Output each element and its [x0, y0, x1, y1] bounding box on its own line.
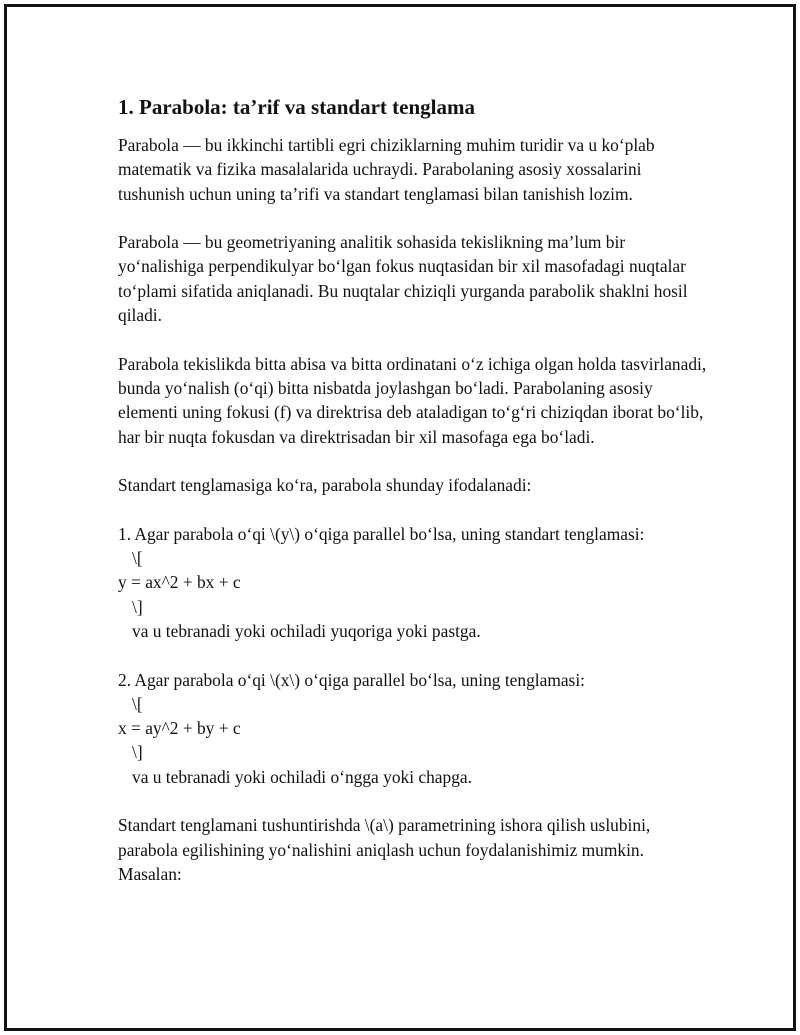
- formula-y: y = ax^2 + bx + c: [118, 572, 241, 593]
- paragraph-elements: Parabola tekislikda bitta abisa va bitta ordinatani o‘z ichiga olgan holda tasvirlanadi, bunda yo‘nalish (o‘qi) bitta nisbatda joylashgan bo‘ladi. Parabolaning asosiy elementi uning fokusi (f) va direktrisa deb ataladigan to‘g‘ri chiziqdan iborat bo‘lib, har bir nuqta fokusdan va direktrisadan bir xil masofaga ega bo‘ladi.: [118, 353, 707, 447]
- math-close-delimiter: \]: [132, 742, 143, 763]
- paragraph-intro: Parabola — bu ikkinchi tartibli egri chiziklarning muhim turidir va u ko‘plab matematik va fizika masalalarida uchraydi. Parabolaning asosiy xossalarini tushunish uchun uning ta’rifi va standart tenglamasi bilan tanishish lozim.: [118, 135, 655, 204]
- formula-x: x = ay^2 + by + c: [118, 718, 241, 739]
- paragraph-definition: Parabola — bu geometriyaning analitik sohasida tekislikning ma’lum bir yo‘nalishiga perpendikulyar bo‘lgan fokus nuqtasidan bir xil masofadagi nuqtalar to‘plami sifatida aniqlanadi. Bu nuqtalar chiziqli yurganda parabolik shaklni hosil qiladi.: [118, 232, 688, 326]
- list-item-x-axis: [118, 668, 708, 789]
- list-item-y-axis: [118, 522, 708, 643]
- math-open-delimiter: \[: [132, 548, 143, 569]
- math-close-delimiter: \]: [132, 596, 143, 617]
- paragraph-standard-intro: Standart tenglamasiga ko‘ra, parabola shunday ifodalanadi:: [118, 475, 532, 496]
- list-item-intro: 1. Agar parabola o‘qi \(y\) o‘qiga parallel bo‘lsa, uning standart tenglamasi:: [118, 523, 645, 544]
- document-body: [118, 93, 708, 886]
- list-item-note: va u tebranadi yoki ochiladi yuqoriga yoki pastga.: [132, 620, 481, 641]
- list-item-note: va u tebranadi yoki ochiladi o‘ngga yoki chapga.: [132, 766, 472, 787]
- paragraph-closing: Standart tenglamani tushuntirishda \(a\) parametrining ishora qilish uslubini, parabola egilishining yo‘nalishini aniqlash uchun foydalanishimiz mumkin. Masalan:: [118, 815, 651, 884]
- math-open-delimiter: \[: [132, 693, 143, 714]
- list-item-intro: 2. Agar parabola o‘qi \(x\) o‘qiga parallel bo‘lsa, uning tenglamasi:: [118, 669, 585, 690]
- section-heading: 1. Parabola: ta’rif va standart tenglama: [118, 95, 475, 119]
